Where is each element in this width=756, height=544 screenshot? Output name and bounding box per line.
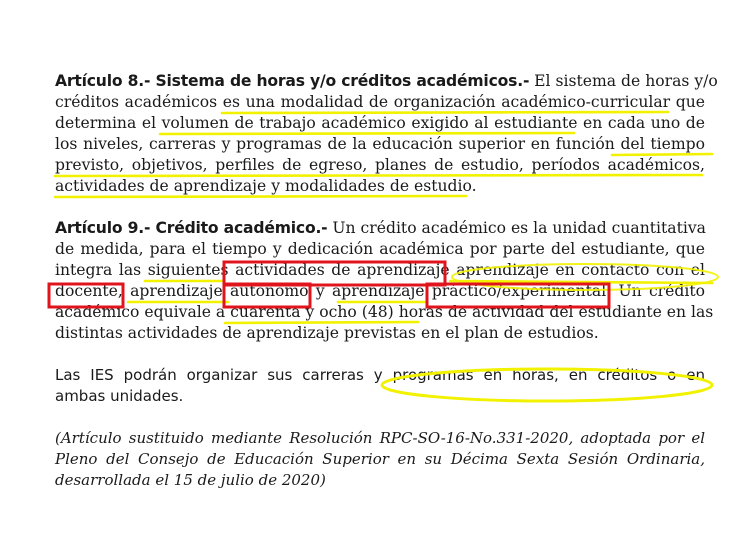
article8-line-3: determina el volumen de trabajo académico exigido al estudiante en cada uno de — [55, 114, 705, 132]
article8-line-6: actividades de aprendizaje y modalidades de estudio. — [55, 177, 477, 195]
ies-line-1: Las IES podrán organizar sus carreras y programas en horas, en créditos o en — [55, 366, 705, 384]
ies-line-2: ambas unidades. — [55, 387, 184, 405]
article8-line-1 — [55, 71, 718, 92]
note-line-2: Pleno del Consejo de Educación Superior en su Décima Sexta Sesión Ordinaria, — [55, 450, 705, 468]
article9-line-2: de medida, para el tiempo y dedicación académica por parte del estudiante, que — [55, 240, 705, 258]
article9-line-5: académico equivale a cuarenta y ocho (48) horas de actividad del estudiante en las — [55, 303, 714, 321]
note-line-3: desarrollada el 15 de julio de 2020) — [55, 471, 326, 489]
article8-line-2: créditos académicos es una modalidad de organización académico-curricular que — [55, 93, 705, 111]
article9-line-3: integra las siguientes actividades de aprendizaje aprendizaje en contacto con el — [55, 261, 705, 279]
article9-line-1 — [55, 218, 705, 239]
article8-line-4: los niveles, carreras y programas de la educación superior en función del tiempo — [55, 135, 705, 153]
article9-line-1-text: Un crédito académico es la unidad cuantitativa — [327, 219, 706, 237]
article8-heading: Artículo 8.- Sistema de horas y/o créditos académicos.- — [55, 72, 530, 90]
article9-line-4: docente, aprendizaje autónomo y aprendizaje práctico/experimental. Un crédito — [55, 282, 705, 300]
article9-heading: Artículo 9.- Crédito académico.- — [55, 219, 328, 237]
article8-line-1-text: El sistema de horas y/o — [529, 72, 718, 90]
article8-line-5: previsto, objetivos, perfiles de egreso, planes de estudio, períodos académicos, — [55, 156, 705, 174]
note-line-1: (Artículo sustituido mediante Resolución RPC-SO-16-No.331-2020, adoptada por el — [55, 429, 705, 447]
article9-line-6: distintas actividades de aprendizaje previstas en el plan de estudios. — [55, 324, 599, 342]
